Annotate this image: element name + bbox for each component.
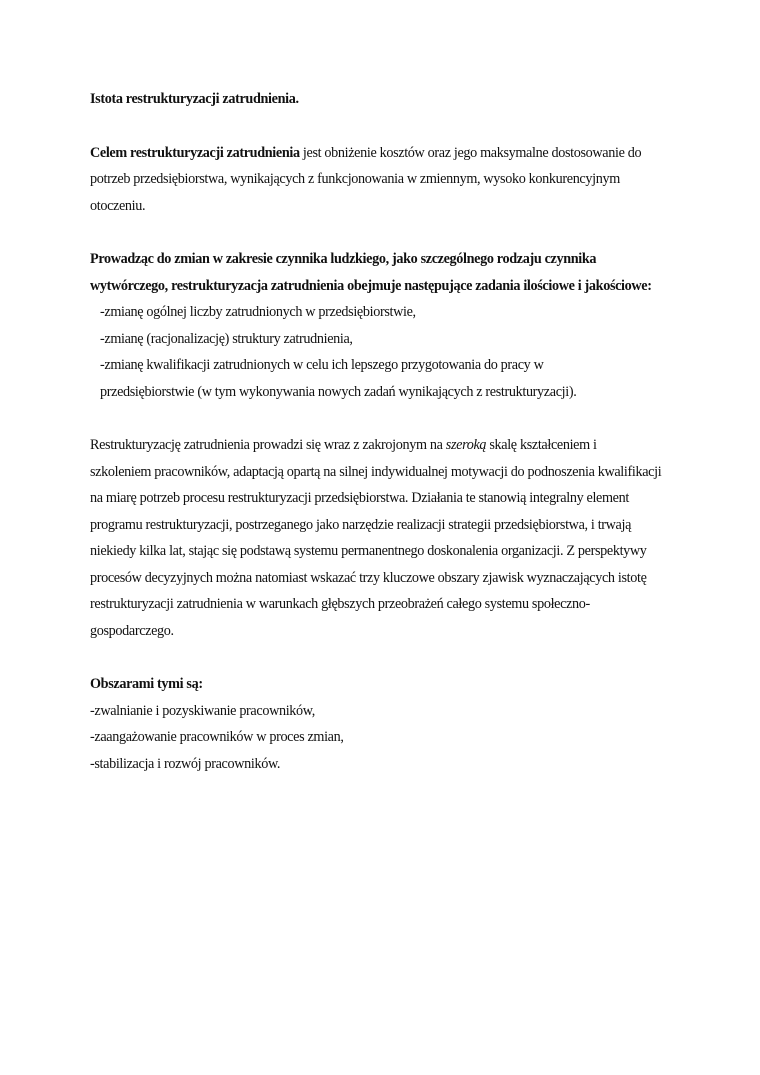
areas-item-1: -zwalnianie i pozyskiwanie pracowników, bbox=[90, 702, 315, 719]
body-line-1 bbox=[90, 432, 690, 459]
body-line-1-a: Restrukturyzację zatrudnienia prowadzi się wraz z zakrojonym na bbox=[90, 437, 446, 453]
tasks-item-3-continued: przedsiębiorstwie (w tym wykonywania nowych zadań wynikających z restrukturyzacji). bbox=[100, 383, 577, 400]
body-line-7: restrukturyzacji zatrudnienia w warunkach głębszych przeobrażeń całego systemu społeczno- bbox=[90, 596, 590, 612]
document-title: Istota restrukturyzacji zatrudnienia. bbox=[90, 91, 299, 107]
tasks-section bbox=[90, 246, 690, 405]
body-paragraph bbox=[90, 432, 690, 644]
areas-heading: Obszarami tymi są: bbox=[90, 676, 203, 692]
body-italic-word: szeroką bbox=[445, 437, 487, 453]
intro-paragraph bbox=[90, 140, 690, 220]
body-line-1-b: skalę kształceniem i bbox=[486, 437, 597, 453]
tasks-heading-line-2: wytwórczego, restrukturyzacja zatrudnienia obejmuje następujące zadania ilościowe i jakościowe: bbox=[90, 277, 652, 294]
body-line-4: programu restrukturyzacji, postrzeganego jako narzędzie realizacji strategii przedsiębiorstwa, i trwają bbox=[90, 516, 632, 533]
body-line-5: niekiedy kilka lat, stając się podstawą systemu permanentnego doskonalenia organizacji. Z perspektywy bbox=[90, 543, 647, 559]
intro-line-2: potrzeb przedsiębiorstwa, wynikających z funkcjonowania w zmiennym, wysoko konkurencyjnym bbox=[90, 171, 620, 187]
body-line-8: gospodarczego. bbox=[90, 622, 174, 639]
intro-line-1 bbox=[90, 140, 690, 167]
body-line-3: na miarę potrzeb procesu restrukturyzacji przedsiębiorstwa. Działania te stanowią integralny element bbox=[90, 490, 629, 506]
tasks-item-1: -zmianę ogólnej liczby zatrudnionych w przedsiębiorstwie, bbox=[100, 304, 416, 320]
tasks-item-3: -zmianę kwalifikacji zatrudnionych w celu ich lepszego przygotowania do pracy w bbox=[100, 357, 544, 373]
body-line-6: procesów decyzyjnych można natomiast wskazać trzy kluczowe obszary zjawisk wyznaczających istotę bbox=[90, 569, 647, 586]
areas-item-3: -stabilizacja i rozwój pracowników. bbox=[90, 755, 281, 772]
intro-line-3: otoczeniu. bbox=[90, 197, 146, 214]
intro-bold-lead: Celem restrukturyzacji zatrudnienia bbox=[90, 144, 300, 161]
areas-item-2: -zaangażowanie pracowników w proces zmian, bbox=[90, 729, 344, 745]
intro-line-1-rest: jest obniżenie kosztów oraz jego maksymalne dostosowanie do bbox=[299, 144, 642, 161]
areas-section bbox=[90, 671, 690, 777]
document-page bbox=[90, 86, 690, 777]
tasks-heading-line-1: Prowadząc do zmian w zakresie czynnika ludzkiego, jako szczególnego rodzaju czynnika bbox=[90, 251, 597, 267]
body-line-2: szkoleniem pracowników, adaptacją opartą na silnej indywidualnej motywacji do podnoszenia kwalifikacji bbox=[90, 463, 662, 480]
tasks-item-2: -zmianę (racjonalizację) struktury zatrudnienia, bbox=[100, 330, 353, 347]
